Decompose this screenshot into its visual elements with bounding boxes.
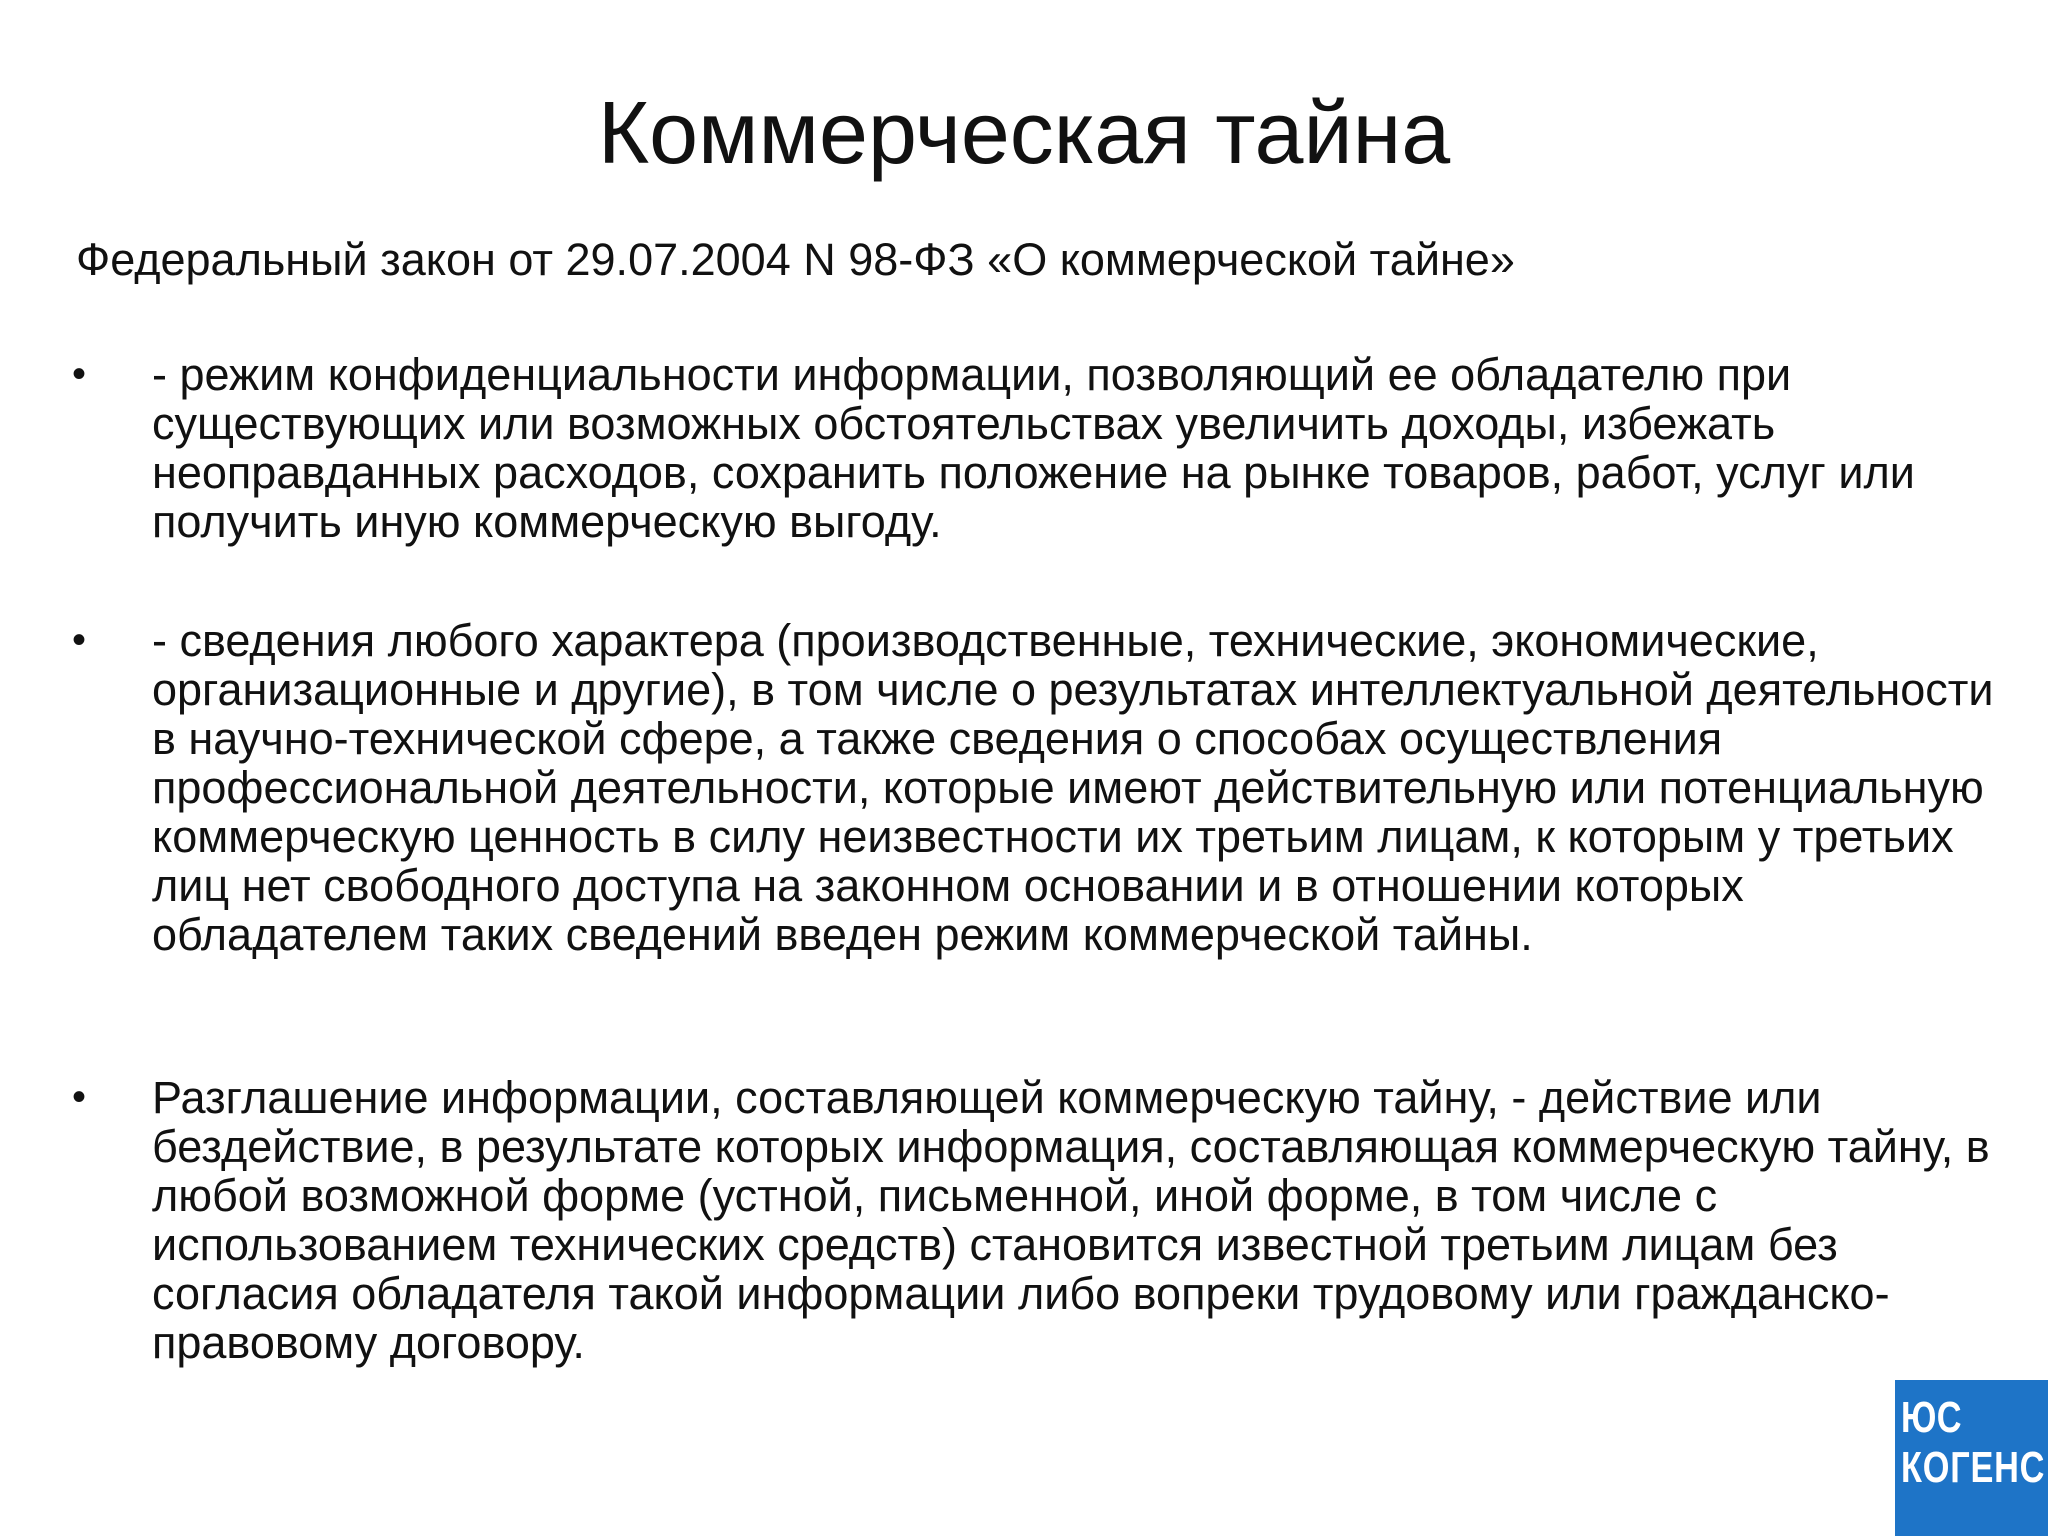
logo-text-line-2: КОГЕНС І [1901,1443,2066,1492]
bullet-text: - режим конфиденциальности информации, позволяющий ее обладателю при существующих или возможных обстоятельствах увеличить доходы, избежать неоправданных расходов, сохранить положение на рынке товаров, работ, услуг или получить иную коммерческую выгоду. [152,349,1915,547]
law-reference: Федеральный закон от 29.07.2004 N 98-ФЗ «О коммерческой тайне» [76,234,1515,285]
bullet-dot-icon: • [72,352,87,396]
bullet-text: - сведения любого характера (производственные, технические, экономические, организационные и другие), в том числе о результатах интеллектуальной деятельности в научно-технической сфере, а также сведения о способах осуществления профессиональной деятельности, которые имеют действительную или потенциальную коммерческую ценность в силу неизвестности их третьим лицам, к которым у третьих лиц нет свободного доступа на законном основании и в отношении которых обладателем таких сведений введен режим коммерческой тайны. [152,615,1994,960]
bullet-text: Разглашение информации, составляющей коммерческую тайну, - действие или бездействие, в результате которых информация, составляющая коммерческую тайну, в любой возможной форме (устной, письменной, иной форме, в том числе с использованием технических средств) становится известной третьим лицам без согласия обладателя такой информации либо вопреки трудовому или гражданско-правовому договору. [152,1072,1990,1368]
bullet-dot-icon: • [72,618,87,662]
bullet-dot-icon: • [72,1075,87,1119]
slide-title: Коммерческая тайна [597,83,1451,182]
company-logo [1895,1380,2066,1536]
logo-text-line-1: ЮС [1901,1393,1963,1442]
